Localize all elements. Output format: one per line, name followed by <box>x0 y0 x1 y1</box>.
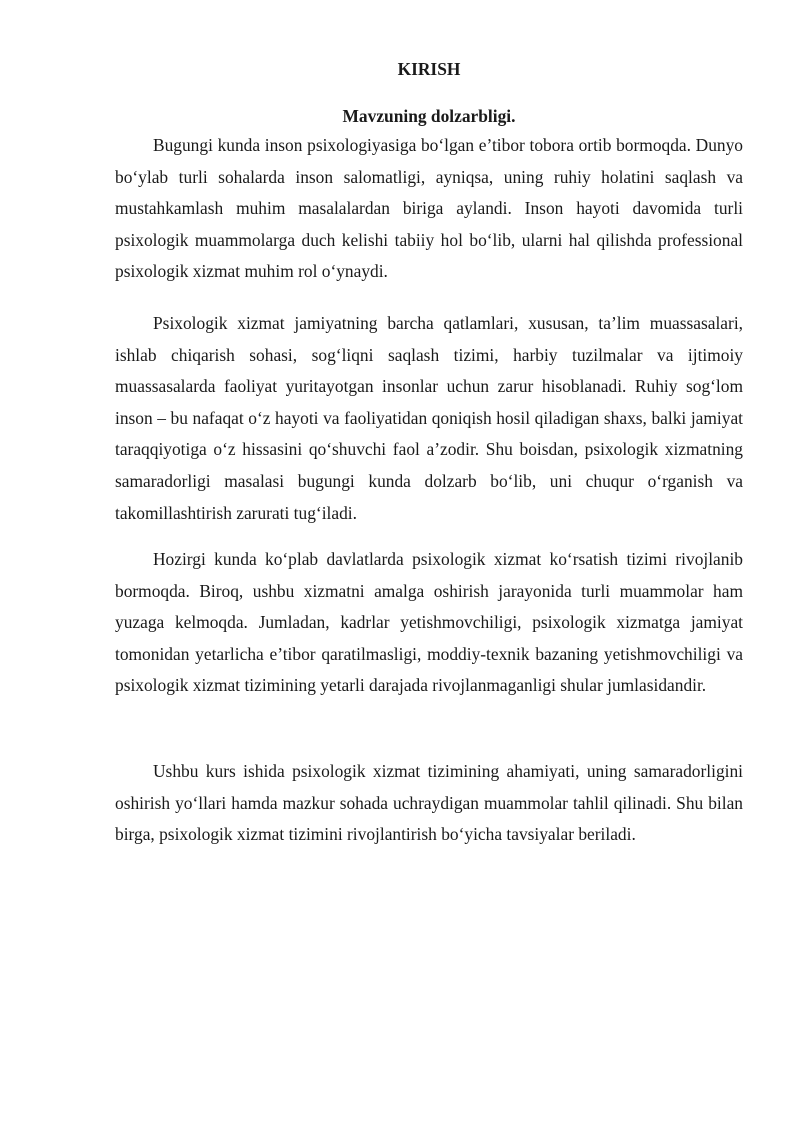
paragraph-4: Ushbu kurs ishida psixologik xizmat tizimining ahamiyati, uning samaradorligini oshirish yo‘llari hamda mazkur sohada uchraydigan muammolar tahlil qilinadi. Shu bilan birga, psixologik xizmat tizimini rivojlantirish bo‘yicha tavsiyalar beriladi. <box>115 761 743 845</box>
paragraph-3: Hozirgi kunda ko‘plab davlatlarda psixologik xizmat ko‘rsatish tizimi rivojlanib bormoqda. Biroq, ushbu xizmatni amalga oshirish jarayonida turli muammolar ham yuzaga kelmoqda. Jumladan, kadrlar yetishmovchiligi, psixologik xizmatga jamiyat tomonidan yetarlicha e’tibor qaratilmasligi, moddiy-texnik bazaning yetishmovchiligi va psixologik xizmat tizimining yetarli darajada rivojlanmaganligi shular jumlasidandir. <box>115 549 743 696</box>
page-title: KIRISH <box>397 59 461 79</box>
section-subtitle: Mavzuning dolzarbligi. <box>342 106 516 126</box>
paragraph-2: Psixologik xizmat jamiyatning barcha qatlamlari, xususan, ta’lim muassasalari, ishlab chiqarish sohasi, sog‘liqni saqlash tizimi, harbiy tuzilmalar va ijtimoiy muassasalarda faoliyat yuritayotgan insonlar uchun zarur hisoblanadi. Ruhiy sog‘lom inson – bu nafaqat o‘z hayoti va faoliyatidan qoniqish hosil qiladigan shaxs, balki jamiyat taraqqiyotiga o‘z hissasini qo‘shuvchi faol a’zodir. Shu boisdan, psixologik xizmatning samaradorligi masalasi bugungi kunda dolzarb bo‘lib, uni chuqur o‘rganish va takomillashtirish zarurati tug‘iladi. <box>115 313 743 523</box>
paragraph-1: Bugungi kunda inson psixologiyasiga bo‘lgan e’tibor tobora ortib bormoqda. Dunyo bo‘ylab turli sohalarda inson salomatligi, ayniqsa, uning ruhiy holatini saqlash va mustahkamlash muhim masalalardan biriga aylandi. Inson hayoti davomida turli psixologik muammolarga duch kelishi tabiiy hol bo‘lib, ularni hal qilishda professional psixologik xizmat muhim rol o‘ynaydi. <box>115 135 743 282</box>
